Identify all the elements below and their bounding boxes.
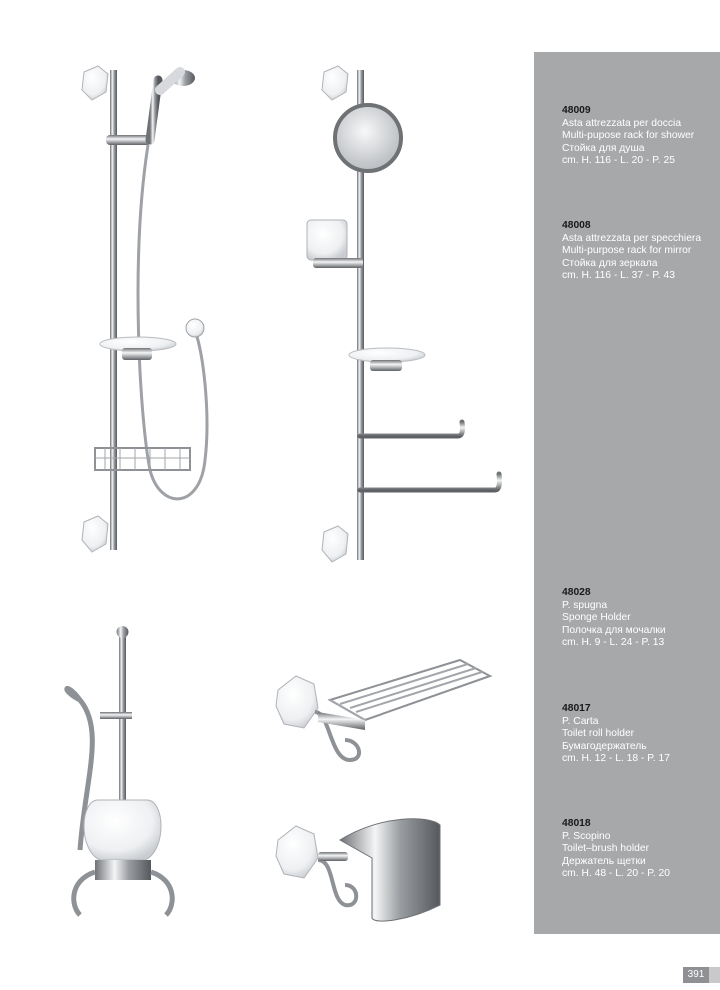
product-code: 48009 [562, 105, 591, 116]
product-name-it: Asta attrezzata per doccia [562, 117, 682, 129]
product-entry-48017 [562, 703, 712, 766]
product-name-it: P. Carta [562, 715, 599, 727]
product-name-ru: Полочка для мочалки [562, 624, 666, 636]
product-name-en: Sponge Holder [562, 612, 631, 624]
product-dimensions: cm. H. 9 - L. 24 - P. 13 [562, 637, 665, 649]
product-name-en: Multi-pupose rack for shower [562, 130, 695, 142]
product-entry-48028 [562, 587, 712, 650]
product-entry-48018 [562, 818, 712, 881]
product-name-it: Asta attrezzata per specchiera [562, 232, 702, 244]
toilet-brush-holder-photo [67, 626, 172, 915]
product-dimensions: cm. H. 116 - L. 20 - P. 25 [562, 155, 675, 167]
product-name-ru: Держатель щетки [562, 855, 646, 867]
product-dimensions: cm. H. 12 - L. 18 - P. 17 [562, 753, 670, 765]
product-code: 48017 [562, 703, 591, 714]
product-name-ru: Стойка для душа [562, 142, 645, 154]
product-name-ru: Бумагодержатель [562, 740, 647, 752]
product-entry-48009 [562, 105, 712, 168]
product-name-en: Toilet–brush holder [562, 843, 650, 855]
product-name-it: P. Scopino [562, 830, 611, 842]
product-code: 48028 [562, 587, 591, 598]
product-code: 48008 [562, 220, 591, 231]
shower-rack-photo [82, 66, 207, 552]
product-name-en: Toilet roll holder [562, 728, 635, 740]
product-name-it: P. spugna [562, 599, 608, 611]
product-dimensions: cm. H. 116 - L. 37 - P. 43 [562, 270, 675, 282]
product-name-ru: Стойка для зеркала [562, 257, 658, 269]
description-panel [534, 52, 720, 934]
product-dimensions: cm. H. 48 - L. 20 - P. 20 [562, 868, 670, 880]
page-number-tab [709, 967, 720, 983]
product-entry-48008 [562, 220, 712, 283]
product-code: 48018 [562, 818, 591, 829]
product-name-en: Multi-purpose rack for mirror [562, 245, 692, 257]
page-number: 391 [683, 967, 709, 983]
mirror-rack-photo [307, 66, 500, 562]
sponge-holder-photo [276, 660, 490, 760]
toilet-roll-holder-photo [276, 819, 440, 921]
